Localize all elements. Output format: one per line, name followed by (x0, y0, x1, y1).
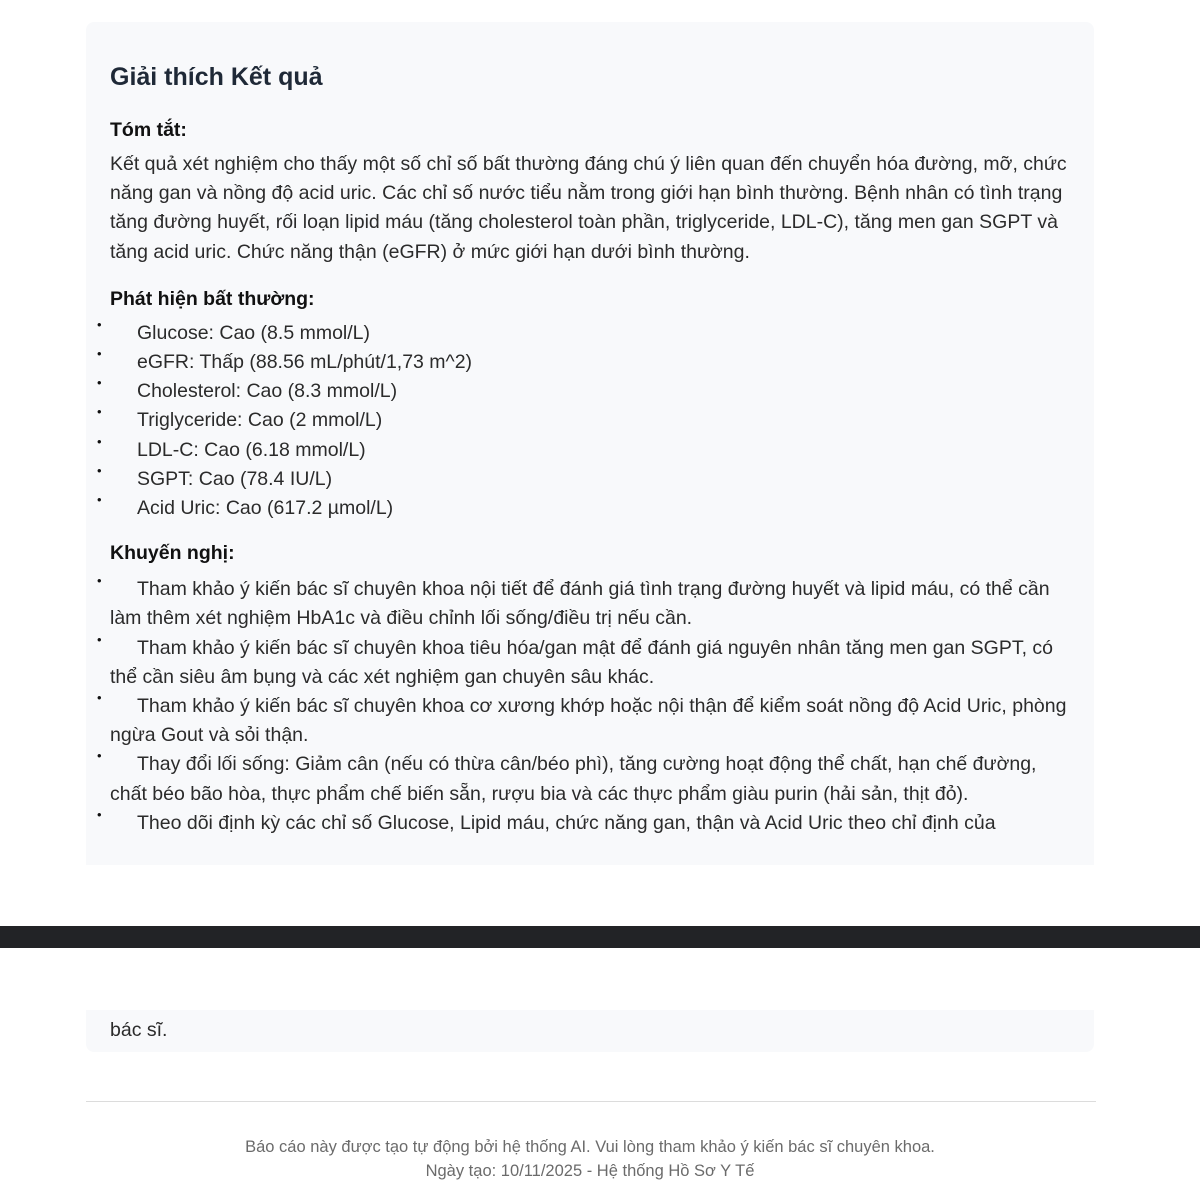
summary-text: Kết quả xét nghiệm cho thấy một số chỉ số bất thường đáng chú ý liên quan đến chuyển hóa đường, mỡ, chức năng gan và nồng độ acid uric. Các chỉ số nước tiểu nằm trong giới hạn bình thường. Bệnh nhân có tình trạng tăng đường huyết, rối loạn lipid máu (tăng cholesterol toàn phần, triglyceride, LDL-C), tăng men gan SGPT và tăng acid uric. Chức năng thận (eGFR) ở mức giới hạn dưới bình thường. (110, 153, 1067, 263)
bullet-icon: • (97, 316, 102, 332)
list-item: • Tham khảo ý kiến bác sĩ chuyên khoa cơ xương khớp hoặc nội thận để kiểm soát nồng độ Acid Uric, phòng ngừa Gout và sỏi thận. (97, 690, 1067, 747)
footer-created: Ngày tạo: 10/11/2025 - Hệ thống Hồ Sơ Y Tế (425, 1161, 755, 1180)
bullet-icon: • (97, 404, 102, 420)
summary-heading: Tóm tắt: (110, 119, 187, 141)
list-item: • Glucose: Cao (8.5 mmol/L) (97, 316, 371, 344)
bullet-icon: • (97, 433, 102, 449)
report-title: Giải thích Kết quả (110, 63, 323, 91)
bullet-icon: • (97, 748, 102, 764)
result-explanation-card-continued (86, 1010, 1094, 1052)
bullet-icon: • (97, 492, 102, 508)
list-item: • LDL-C: Cao (6.18 mmol/L) (97, 433, 366, 461)
report-footer (0, 1136, 1180, 1183)
bullet-icon: • (97, 346, 102, 362)
list-item: • Cholesterol: Cao (8.3 mmol/L) (97, 375, 398, 403)
bullet-icon: • (97, 375, 102, 391)
footer-divider (86, 1101, 1096, 1102)
recommendations-heading: Khuyến nghị: (110, 542, 235, 565)
abnormal-list (97, 316, 1070, 523)
abnormal-heading: Phát hiện bất thường: (110, 287, 315, 310)
bullet-icon: • (97, 690, 102, 706)
bullet-icon: • (97, 631, 102, 647)
bullet-icon: • (97, 462, 102, 478)
list-item: • eGFR: Thấp (88.56 mL/phút/1,73 m^2) (97, 346, 473, 374)
list-item: • Tham khảo ý kiến bác sĩ chuyên khoa nội tiết để đánh giá tình trạng đường huyết và lipid máu, có thể cần làm thêm xét nghiệm HbA1c và điều chỉnh lối sống/điều trị nếu cần. (97, 573, 1050, 630)
list-item: • Acid Uric: Cao (617.2 µmol/L) (97, 492, 394, 520)
bullet-icon: • (97, 806, 102, 822)
page-break-bar (0, 926, 1200, 948)
result-explanation-card (86, 22, 1094, 865)
list-item: • Thay đổi lối sống: Giảm cân (nếu có thừa cân/béo phì), tăng cường hoạt động thể chất, hạn chế đường, chất béo bão hòa, thực phẩm chế biến sẵn, rượu bia và các thực phẩm giàu purin (hải sản, thịt đỏ). (97, 748, 1037, 805)
recommendations-list (97, 573, 1070, 838)
footer-disclaimer: Báo cáo này được tạo tự động bởi hệ thống AI. Vui lòng tham khảo ý kiến bác sĩ chuyên khoa. (245, 1138, 935, 1156)
list-item: • SGPT: Cao (78.4 IU/L) (97, 462, 333, 490)
list-item: • Triglyceride: Cao (2 mmol/L) (97, 404, 383, 432)
recommendation-continuation: bác sĩ. (110, 1019, 168, 1041)
list-item: • Tham khảo ý kiến bác sĩ chuyên khoa tiêu hóa/gan mật để đánh giá nguyên nhân tăng men gan SGPT, có thể cần siêu âm bụng và các xét nghiệm gan chuyên sâu khác. (97, 631, 1054, 688)
bullet-icon: • (97, 573, 102, 589)
list-item: • Theo dõi định kỳ các chỉ số Glucose, Lipid máu, chức năng gan, thận và Acid Uric theo chỉ định của (97, 806, 996, 834)
